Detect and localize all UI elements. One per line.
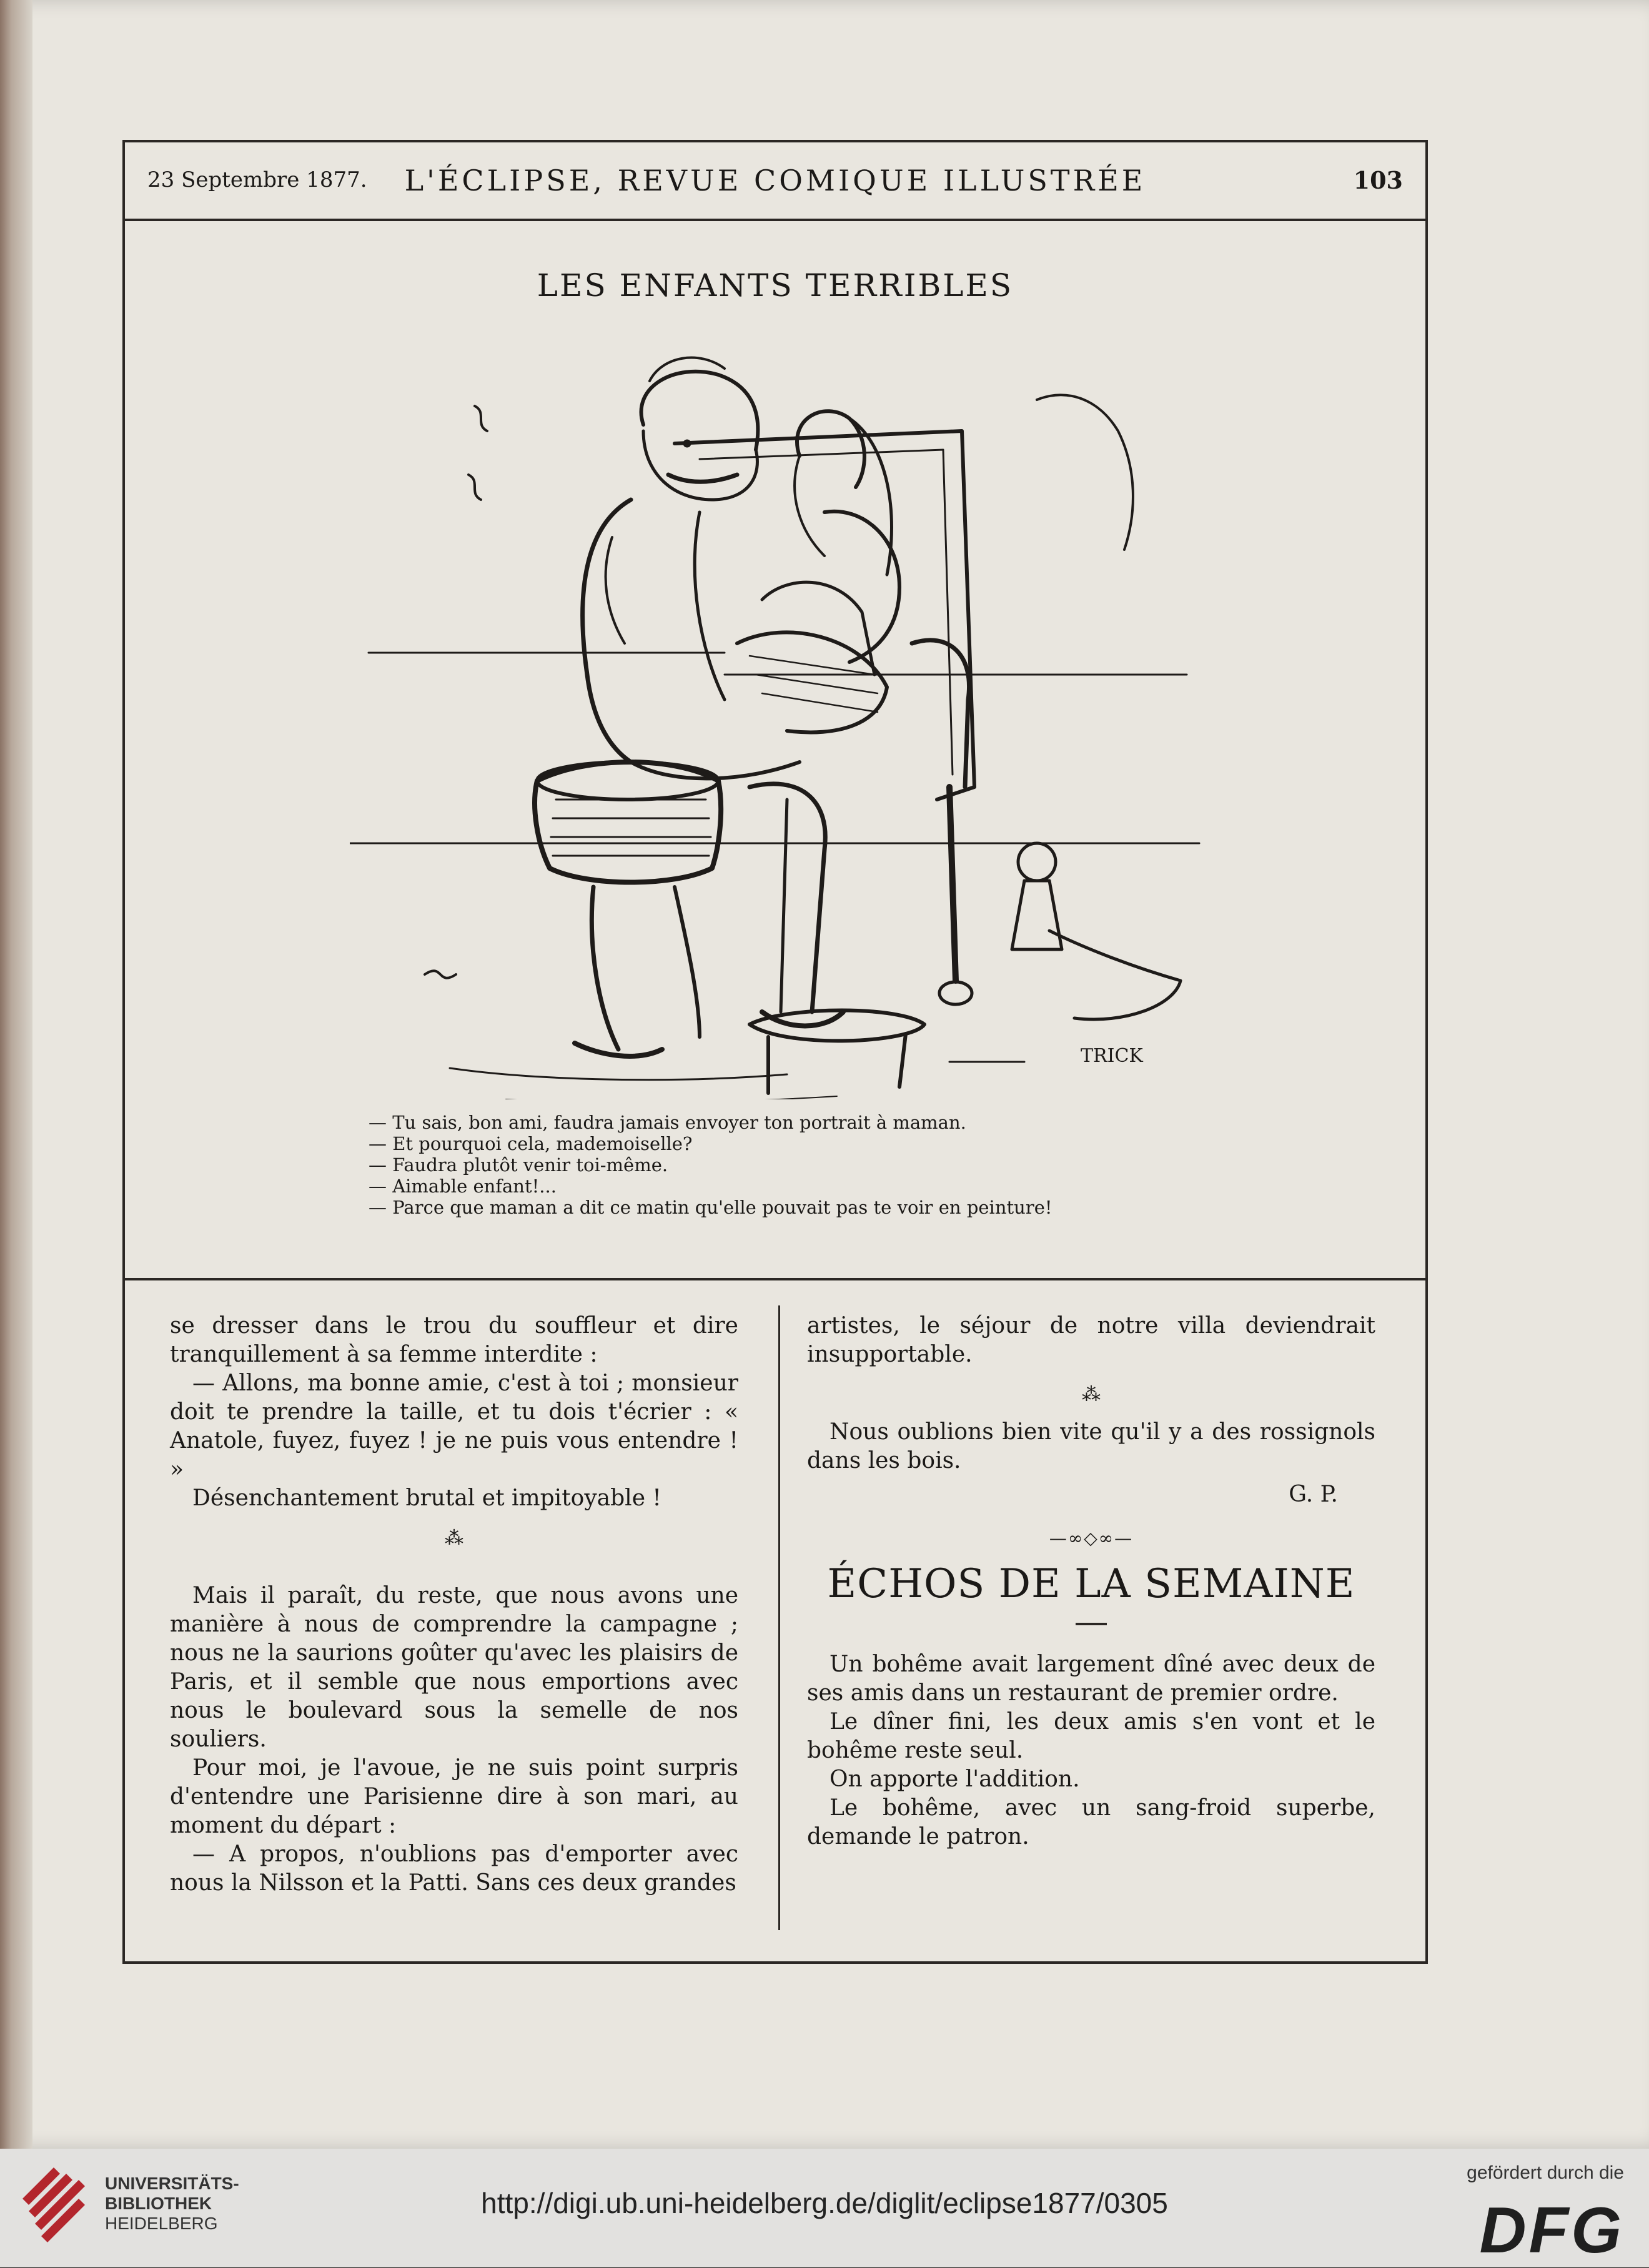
paragraph: Le dîner fini, les deux amis s'en vont et le bohême reste seul.	[807, 1709, 1375, 1763]
author-signature: G. P.	[1289, 1482, 1338, 1507]
heading-dash	[1076, 1623, 1107, 1625]
section-heading: ÉCHOS DE LA SEMAINE	[827, 1561, 1355, 1607]
paragraph: Nous oublions bien vite qu'il y a des rossignols dans les bois.	[807, 1419, 1375, 1473]
paragraph: Le bohême, avec un sang-froid superbe, demande le patron.	[807, 1795, 1375, 1850]
cartoon-title: LES ENFANTS TERRIBLES	[537, 267, 1014, 304]
ornament-divider: —∞◇∞—	[1049, 1528, 1134, 1548]
caption-line: — Aimable enfant!...	[369, 1176, 557, 1197]
section-stars: ⁂	[445, 1527, 463, 1549]
permalink-url[interactable]: http://digi.ub.uni-heidelberg.de/diglit/eclipse1877/0305	[481, 2187, 1168, 2219]
paragraph: Un bohême avait largement dîné avec deux de ses amis dans un restaurant de premier ordre.	[807, 1651, 1375, 1706]
artist-signature: TRICK	[1081, 1045, 1143, 1067]
paragraph: Mais il paraît, du reste, que nous avons une manière à nous de comprendre la campagne ; nous ne la saurions goûter qu'avec les plaisirs de Paris, et il semble que nous emportions avec nous le boulevard sous la semelle de nos souliers.	[170, 1583, 738, 1752]
caption-line: — Faudra plutôt venir toi-même.	[369, 1154, 668, 1176]
column-separator	[778, 1305, 780, 1930]
paragraph: se dresser dans le trou du souffleur et dire tranquillement à sa femme interdite :	[170, 1313, 738, 1367]
funded-by-label: gefördert durch die	[1467, 2162, 1624, 2183]
caption-line: — Parce que maman a dit ce matin qu'elle pouvait pas te voir en peinture!	[369, 1197, 1052, 1218]
cartoon-illustration	[350, 350, 1237, 1099]
dfg-logo: DFG	[1479, 2194, 1624, 2267]
caption-line: — Et pourquoi cela, mademoiselle?	[369, 1133, 693, 1154]
running-header	[122, 164, 1428, 201]
header-journal-title: L'ÉCLIPSE, REVUE COMIQUE ILLUSTRÉE	[404, 164, 1146, 197]
paragraph: — Allons, ma bonne amie, c'est à toi ; monsieur doit te prendre la taille, et tu dois t'écrier : « Anatole, fuyez, fuyez ! je ne puis vous entendre ! »	[170, 1370, 738, 1482]
paragraph: On apporte l'addition.	[829, 1766, 1080, 1792]
section-rule	[122, 1278, 1428, 1280]
institution-name: UNIVERSITÄTS- BIBLIOTHEK HEIDELBERG	[105, 2174, 239, 2233]
book-spine-edge	[0, 0, 32, 2149]
digitization-footer	[0, 2149, 1649, 2267]
section-stars: ⁂	[1082, 1384, 1101, 1405]
cartoon-caption	[369, 1112, 1305, 1218]
right-column	[807, 1312, 1375, 1851]
caption-line: — Tu sais, bon ami, faudra jamais envoyer ton portrait à maman.	[369, 1112, 966, 1133]
paragraph: Pour moi, je l'avoue, je ne suis point surpris d'entendre une Parisienne dire à son mari, au moment du départ :	[170, 1755, 738, 1838]
left-column	[170, 1312, 738, 1898]
header-page-number: 103	[1353, 166, 1403, 194]
paragraph: — A propos, n'oublions pas d'emporter avec nous la Nilsson et la Patti. Sans ces deux grandes	[170, 1841, 738, 1896]
header-date: 23 Septembre 1877.	[147, 167, 367, 192]
header-rule	[122, 219, 1428, 221]
paragraph: artistes, le séjour de notre villa deviendrait insupportable.	[807, 1313, 1375, 1367]
paragraph: Désenchantement brutal et impitoyable !	[192, 1485, 661, 1511]
